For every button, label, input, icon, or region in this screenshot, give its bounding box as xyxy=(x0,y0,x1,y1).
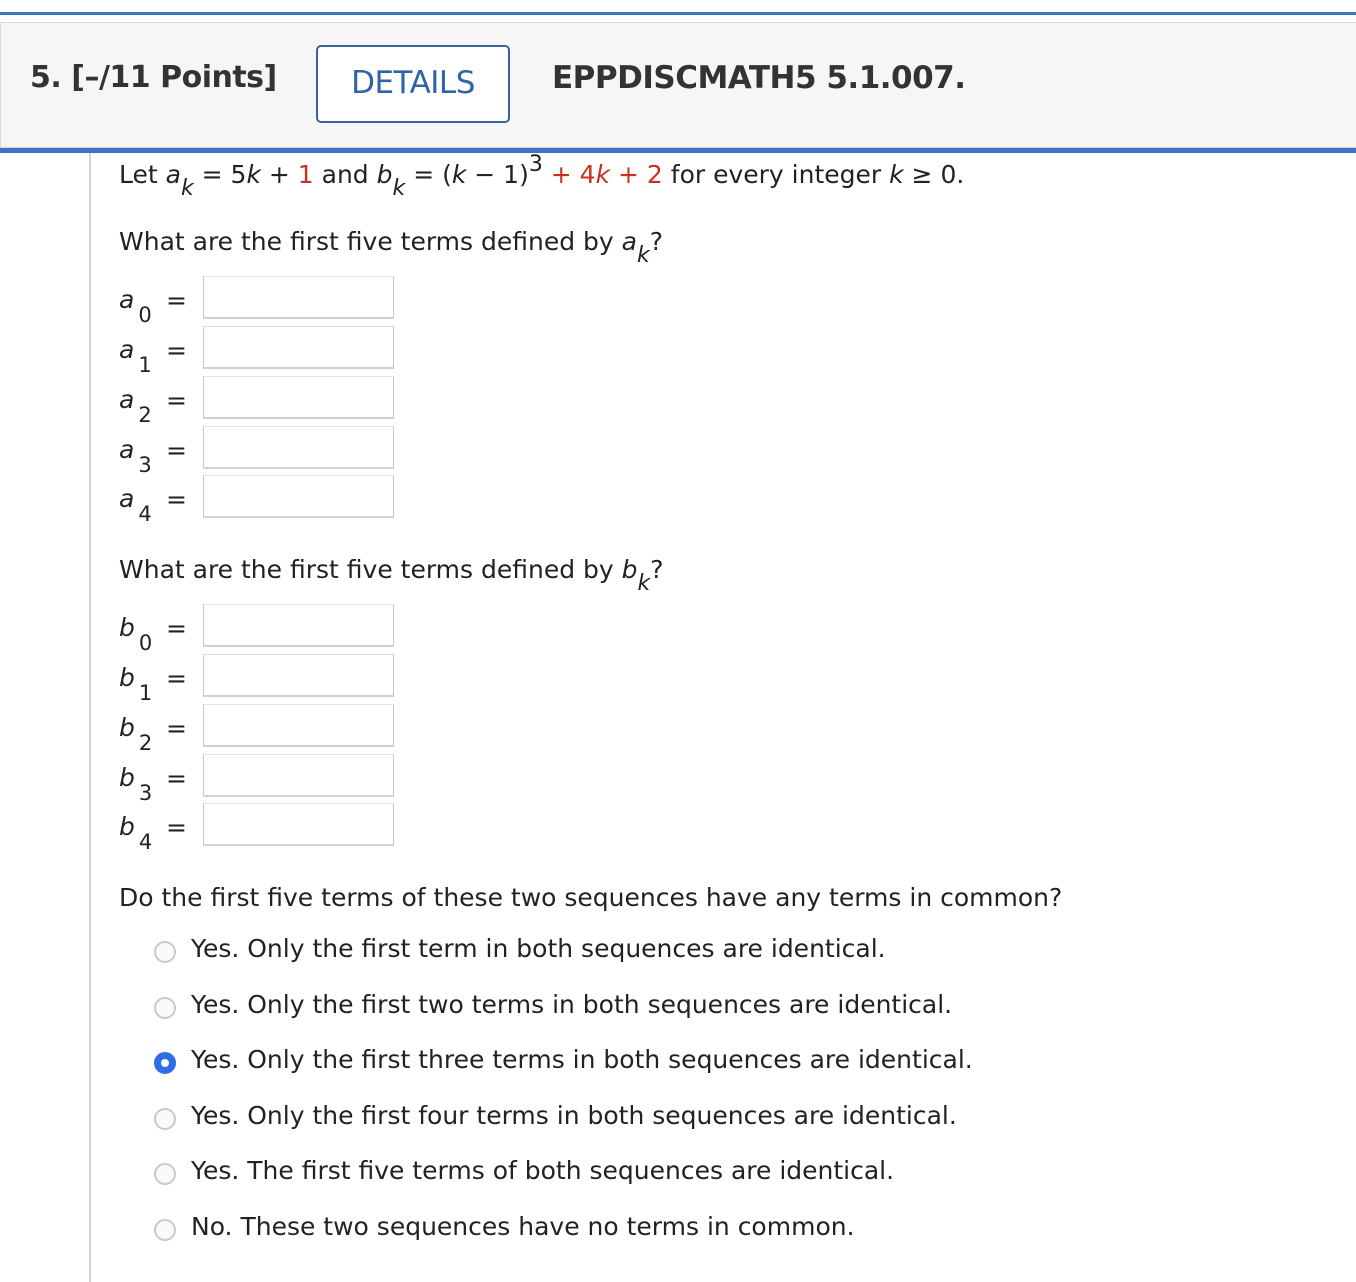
b2-input[interactable] xyxy=(203,704,394,747)
a4-input[interactable] xyxy=(203,475,394,518)
option-label-5[interactable]: Yes. The first five terms of both sequences are identical. xyxy=(191,1156,895,1185)
question-number: 5. [–/11 Points] xyxy=(30,60,277,95)
a3-input[interactable] xyxy=(203,426,394,469)
option-radio-6[interactable] xyxy=(154,1219,176,1241)
a1-input[interactable] xyxy=(203,326,394,369)
a0-input[interactable] xyxy=(203,276,394,319)
a4-label: $a_4$ xyxy=(119,484,152,526)
b0-input[interactable] xyxy=(203,604,394,647)
option-label-4[interactable]: Yes. Only the first four terms in both sequences are identical. xyxy=(191,1101,957,1130)
b4-label: $b_4$ xyxy=(119,812,153,854)
option-radio-4[interactable] xyxy=(154,1108,176,1130)
equals-sign: = xyxy=(166,336,187,365)
equals-sign: = xyxy=(166,386,187,415)
equals-sign: = xyxy=(166,664,187,693)
b4-input[interactable] xyxy=(203,803,394,846)
option-radio-3-selected[interactable] xyxy=(154,1052,176,1074)
b1-input[interactable] xyxy=(203,654,394,697)
b0-label: $b_0$ xyxy=(119,613,153,655)
problem-statement: Let ak = 5k + 1 and bk = (k − 1)3 + 4k + 2 for every integer k ≥ 0. xyxy=(119,152,965,201)
equals-sign: = xyxy=(166,614,187,643)
option-radio-1[interactable] xyxy=(154,941,176,963)
problem-code: EPPDISCMATH5 5.1.007. xyxy=(552,60,966,96)
option-label-6[interactable]: No. These two sequences have no terms in common. xyxy=(191,1212,855,1241)
question-b-prompt: What are the first five terms defined by bk? xyxy=(119,555,664,596)
a2-label: $a_2$ xyxy=(119,385,152,427)
b2-label: $b_2$ xyxy=(119,713,153,755)
option-radio-2[interactable] xyxy=(154,997,176,1019)
a1-label: $a_1$ xyxy=(119,335,152,377)
header-accent-line xyxy=(0,148,1356,153)
details-button[interactable]: DETAILS xyxy=(316,45,510,123)
option-radio-5[interactable] xyxy=(154,1163,176,1185)
common-terms-question: Do the first five terms of these two sequences have any terms in common? xyxy=(119,883,1063,912)
option-label-1[interactable]: Yes. Only the first term in both sequences are identical. xyxy=(191,934,886,963)
left-margin-rule xyxy=(89,153,91,1282)
a2-input[interactable] xyxy=(203,376,394,419)
option-label-3[interactable]: Yes. Only the first three terms in both sequences are identical. xyxy=(191,1045,973,1074)
b1-label: $b_1$ xyxy=(119,663,153,705)
a3-label: $a_3$ xyxy=(119,435,152,477)
option-label-2[interactable]: Yes. Only the first two terms in both sequences are identical. xyxy=(191,990,953,1019)
equals-sign: = xyxy=(166,286,187,315)
b3-label: $b_3$ xyxy=(119,763,153,805)
equals-sign: = xyxy=(166,436,187,465)
equals-sign: = xyxy=(166,764,187,793)
a0-label: $a_0$ xyxy=(119,285,152,327)
equals-sign: = xyxy=(166,485,187,514)
top-accent-line xyxy=(0,12,1356,15)
b3-input[interactable] xyxy=(203,754,394,797)
equals-sign: = xyxy=(166,813,187,842)
equals-sign: = xyxy=(166,714,187,743)
question-a-prompt: What are the first five terms defined by ak? xyxy=(119,227,664,268)
